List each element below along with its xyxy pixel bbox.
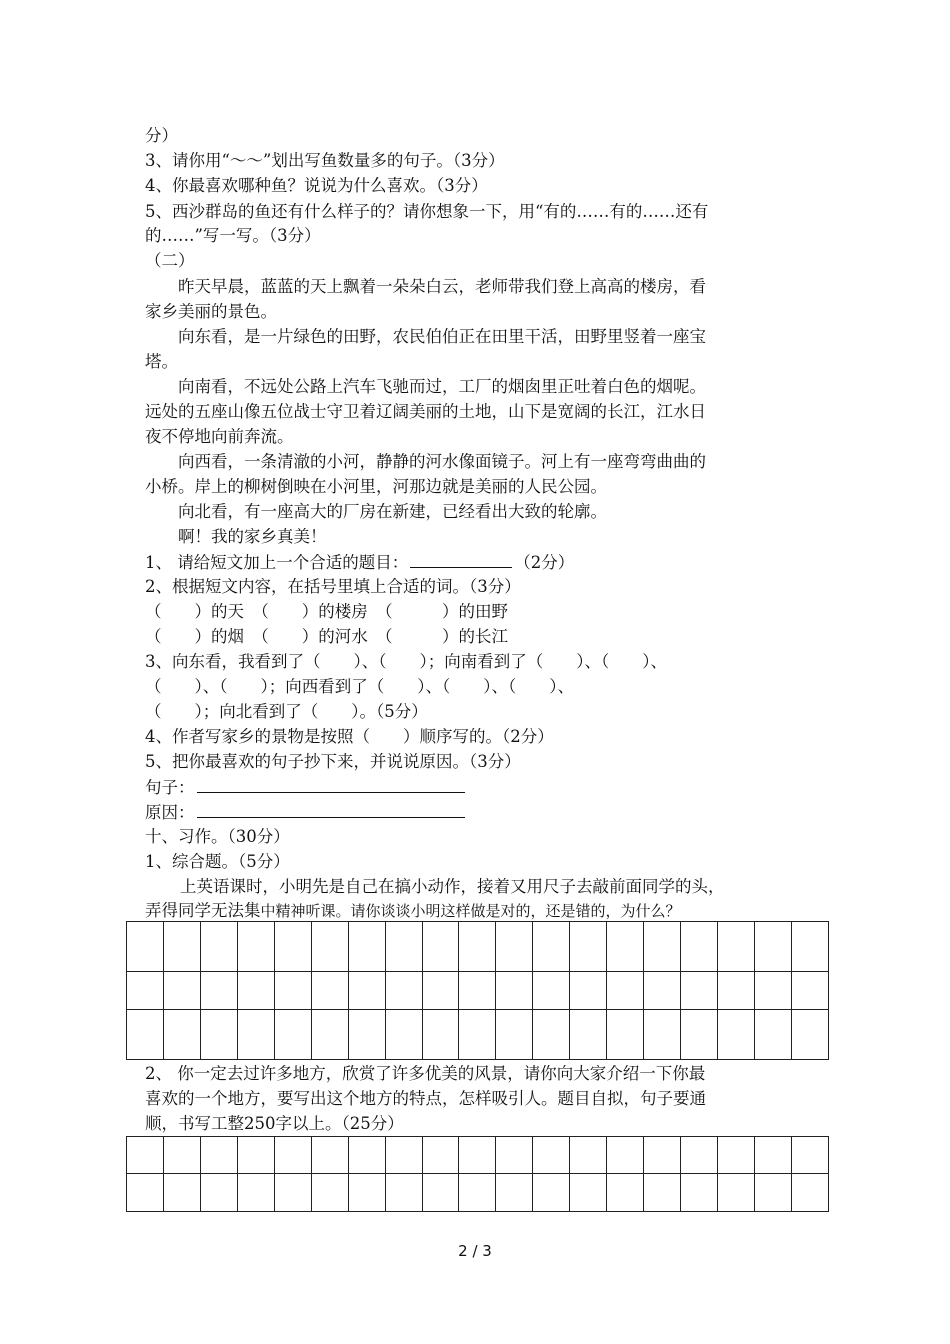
passage-line: 夜不停地向前奔流。 [145, 427, 294, 446]
prompt-text: 弄得同学无法集 [145, 901, 261, 920]
question-text: 1、 请给短文加上一个合适的题目： [145, 553, 409, 572]
passage-paragraph: 昨天早晨，蓝蓝的天上飘着一朵朵白云，老师带我们登上高高的楼房，看 [178, 277, 706, 296]
text-line: 分） [145, 126, 178, 145]
section-heading-2: （二） [145, 251, 195, 270]
question-3-fish: 3、请你用“～～”划出写鱼数量多的句子。（3分） [145, 151, 505, 170]
question-1-comprehensive: 1、综合题。（5分） [145, 852, 290, 871]
question-4-fish: 4、你最喜欢哪种鱼？说说为什么喜欢。（3分） [145, 176, 488, 195]
prompt-text: 中精神听课。请你谈谈小明这样做是对的，还是错的，为什么？ [260, 902, 681, 920]
passage-line: 塔。 [145, 352, 178, 371]
question-1-title [145, 550, 574, 575]
passage-paragraph: 向东看，是一片绿色的田野，农民伯伯正在田里干活，田野里竖着一座宝 [178, 327, 706, 346]
prompt-paragraph: 上英语课时，小明先是自己在搞小动作，接着又用尺子去敲前面同学的头， [180, 877, 725, 896]
question-4-order: 4、作者写家乡的景物是按照（ ）顺序写的。（2分） [145, 727, 554, 746]
fill-row: （ ）、（ ）；向西看到了（ ）、（ ）、（ ）、 [145, 677, 574, 696]
passage-line: 家乡美丽的景色。 [145, 302, 277, 321]
passage-paragraph: 向南看，不远处公路上汽车飞驰而过，工厂的烟囱里正吐着白色的烟呢。 [178, 377, 706, 396]
question-2-composition: 2、 你一定去过许多地方，欣赏了许多优美的风景，请你向大家介绍一下你最 [145, 1064, 706, 1083]
sentence-line [145, 775, 467, 800]
question-5-fish: 5、西沙群岛的鱼还有什么样子的？请你想象一下，用“有的……有的……还有 [145, 202, 709, 221]
writing-grid-2[interactable] [126, 1136, 829, 1212]
reason-line [145, 800, 467, 825]
passage-paragraph: 啊！我的家乡真美！ [178, 527, 327, 546]
sentence-label: 句子： [145, 778, 195, 797]
question-2-fill: 2、根据短文内容，在括号里填上合适的词。（3分） [145, 577, 521, 596]
passage-paragraph: 向北看，有一座高大的厂房在新建，已经看出大致的轮廓。 [178, 502, 607, 521]
fill-row: （ ）的天 （ ）的楼房 （ ）的田野 [145, 602, 508, 621]
text-line: 的……”写一写。（3分） [145, 226, 321, 245]
fill-row: （ ）；向北看到了（ ）。（5分） [145, 702, 428, 721]
question-score: （2分） [514, 553, 575, 572]
reason-label: 原因： [145, 803, 195, 822]
composition-line: 喜欢的一个地方，要写出这个地方的特点，怎样吸引人。题目自拟，句子要通 [145, 1089, 706, 1108]
answer-blank[interactable] [410, 550, 512, 568]
question-3-directions: 3、向东看，我看到了（ ）、（ ）；向南看到了（ ）、（ ）、 [145, 652, 667, 671]
prompt-line [145, 899, 681, 923]
passage-line: 小桥。岸上的柳树倒映在小河里，河那边就是美丽的人民公园。 [145, 477, 607, 496]
page-number: 2 / 3 [458, 1242, 492, 1260]
composition-line: 顺，书写工整250字以上。（25分） [145, 1114, 404, 1133]
passage-line: 远处的五座山像五位战士守卫着辽阔美丽的土地，山下是宽阔的长江，江水日 [145, 402, 706, 421]
writing-grid-1[interactable] [126, 921, 829, 1060]
fill-row: （ ）的烟 （ ）的河水 （ ）的长江 [145, 627, 508, 646]
question-5-favorite: 5、把你最喜欢的句子抄下来，并说说原因。（3分） [145, 752, 521, 771]
passage-paragraph: 向西看，一条清澈的小河，静静的河水像面镜子。河上有一座弯弯曲曲的 [178, 452, 706, 471]
reason-blank[interactable] [197, 800, 465, 818]
section-heading-10: 十、习作。（30分） [145, 827, 290, 846]
sentence-blank[interactable] [197, 775, 465, 793]
